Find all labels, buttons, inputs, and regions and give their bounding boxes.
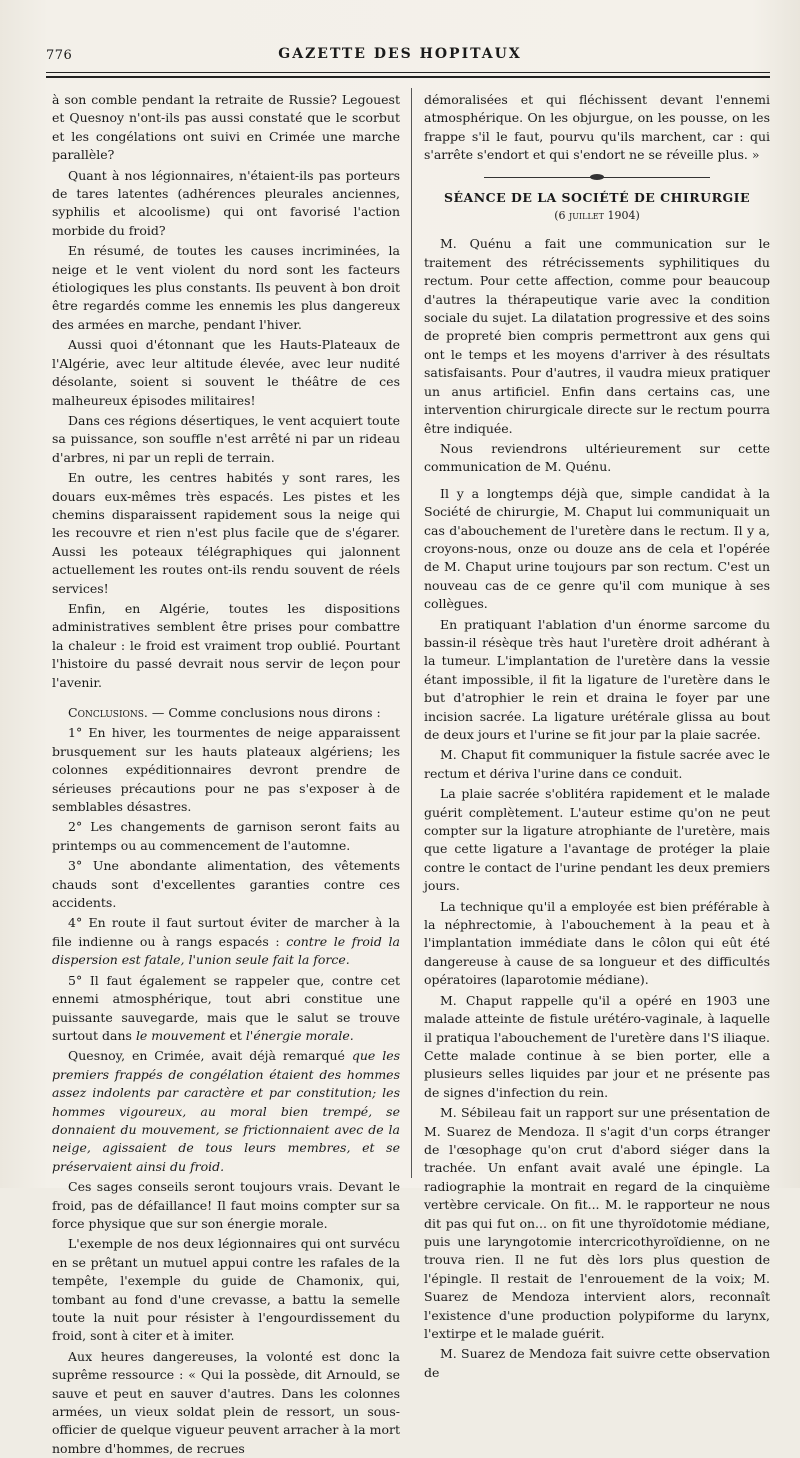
conclusion-text: 5° Il faut également se rappeler que, contre cet ennemi atmosphérique, tout abri constitue une puissante sauvegarde, mais que le salut se trouve surtout dans (52, 972, 400, 1043)
paragraph: M. Chaput rappelle qu'il a opéré en 1903 une malade atteinte de fistule urétéro-vaginale, à laquelle il pratiqua l'abouchement de l'uretère dans l'S iliaque. Cette malade continue à se bien porter, elle a plusieurs selles liquides par jour et ne présente pas de signes d'infection du rein. (424, 992, 770, 1100)
conclusion-emphasis: le mouvement (135, 1027, 226, 1043)
paragraph: En outre, les centres habités y sont rares, les douars eux-mêmes très espacés. Les pistes et les chemins disparaissent rapidement sous la neige qui les recouvre et rien n'est plus facile que de s'égarer. Aussi les poteaux télégraphiques qui jalonnent actuellement les routes ont-ils rendu souvent de réels services! (52, 470, 400, 596)
paragraph (52, 1047, 400, 1176)
paragraph: Enfin, en Algérie, toutes les dispositions administratives semblent être prises pour combattre la chaleur : le froid est vraiment trop oublié. Pourtant l'histoire du passé devrait nous servir de leçon pour l'avenir. (52, 600, 400, 690)
running-head: GAZETTE DES HOPITAUX (278, 46, 522, 62)
paragraph: M. Sébileau fait un rapport sur une présentation de M. Suarez de Mendoza. Il s'agit d'un corps étranger de l'œsophage qu'on crut d'abord siéger dans la trachée. Un enfant avait avalé une épingle. La radiographie la montrait en regard de la cinquième vertèbre cervicale. On fit... M. le rapporteur ne nous dit pas qui fut on... on fit une thyroïdotomie médiane, puis une laryngotomie intercricothyroïdienne, on ne trouva rien. Il ne fut dès lors plus question de l'épingle. Il restait de l'enrouement de la voix; M. Suarez de Mendoza intervient alors, reconnaît l'existence d'une production polypiforme du larynx, l'extirpe et le malade guérit. (424, 1105, 770, 1341)
left-column (52, 91, 400, 1458)
paragraph: démoralisées et qui fléchissent devant l'ennemi atmosphérique. On les objurgue, on les pousse, on les frappe s'il le faut, pourvu qu'ils marchent, car : qui s'arrête s'endort et qui s'endort ne se réveille plus. » (424, 92, 770, 163)
conclusions-label: Conclusions. (68, 705, 148, 720)
paragraph: à son comble pendant la retraite de Russie? Legouest et Quesnoy n'ont-ils pas aussi constaté que le scorbut et les congélations ont suivi en Crimée une marche parallèle? (52, 92, 400, 163)
ornament-divider (484, 173, 710, 183)
paragraph: Quant à nos légionnaires, n'étaient-ils pas porteurs de tares latentes (adhérences pleurales anciennes, syphilis et alcoolisme) qui ont favorisé l'action morbide du froid? (52, 167, 400, 238)
paragraph: Aux heures dangereuses, la volonté est donc la suprême ressource : « Qui la possède, dit Arnould, se sauve et peut en sauver d'autres. Dans les colonnes armées, un vieux soldat plein de ressort, un sous-officier de quelque vigueur peuvent arracher à la mort nombre d'hommes, de recrues (52, 1348, 400, 1456)
paragraph: Aussi quoi d'étonnant que les Hauts-Plateaux de l'Algérie, avec leur altitude élevée, avec leur nudité désolante, soient si souvent le théâtre de ces malheureux épisodes militaires! (52, 337, 400, 408)
conclusion-emphasis: l'énergie morale. (245, 1027, 354, 1043)
conclusion-text: 4° En route il faut surtout éviter de marcher à la file indienne ou à rangs espacés : (52, 915, 400, 949)
paragraph: M. Suarez de Mendoza fait suivre cette observation de (424, 1346, 770, 1380)
conclusions-heading (52, 704, 400, 722)
section-title: SÉANCE DE LA SOCIÉTÉ DE CHIRURGIE (443, 189, 751, 205)
paragraph: L'exemple de nos deux légionnaires qui ont survécu en se prêtant un mutuel appui contre les rafales de la tempête, l'exemple du guide de Chamonix, qui, tombant au fond d'une crevasse, a battu la semelle toute la nuit pour résister à l'engourdissement du froid, sont à citer et à imiter. (52, 1236, 400, 1344)
conclusion-item: 3° Une abondante alimentation, des vêtements chauds sont d'excellentes garanties contre ces accidents. (52, 858, 400, 911)
page-number: 776 (46, 48, 73, 63)
conclusion-item: 2° Les changements de garnison seront faits au printemps ou au commencement de l'automne. (52, 819, 400, 853)
right-column (424, 91, 770, 1382)
header-rule (46, 72, 770, 73)
paragraph: Ces sages conseils seront toujours vrais. Devant le froid, pas de défaillance! Il faut moins compter sur sa force physique que sur son énergie morale. (52, 1179, 400, 1231)
quotation: que les premiers frappés de congélation étaient des hommes assez indolents par caractère et par constitution; les hommes vigoureux, au moral bien trempé, se donnaient du mouvement, se frictionnaient avec de la neige, agissaient de tous leurs membres, et se préservaient ainsi du froid. (52, 1048, 401, 1174)
paragraph: La plaie sacrée s'oblitéra rapidement et le malade guérit complètement. L'auteur estime qu'on ne peut compter sur la ligature atrophiante de l'uretère, mais que cette ligature a l'avantage de protéger la plaie contre le contact de l'urine pendant les deux premiers jours. (424, 786, 770, 894)
conclusions-intro: — Comme conclusions nous dirons : (147, 705, 381, 720)
paragraph: La technique qu'il a employée est bien préférable à la néphrectomie, à l'abouchement à la peau et à l'implantation immédiate dans le côlon qui eût été dangereuse à cause de sa longueur et des difficultés opératoires (laparotomie médiane). (424, 898, 770, 988)
header-rule-thick (46, 76, 770, 78)
conclusion-item (52, 914, 400, 969)
paragraph: En résumé, de toutes les causes incriminées, la neige et le vent violent du nord sont les facteurs étiologiques les plus constants. Ils peuvent à bon droit être regardés comme les ennemis les plus dangereux des armées en marche, pendant l'hiver. (52, 243, 400, 332)
paragraph: En pratiquant l'ablation d'un énorme sarcome du bassin-il résèque très haut l'uretère droit adhérant à la tumeur. L'implantation de l'uretère dans la vessie étant impossible, il fit la ligature de l'uretère dans le but d'atrophier le rein et draina le foyer par une incision sacrée. La ligature urétérale glissa au bout de deux jours et l'urine se fit jour par la plaie sacrée. (424, 616, 770, 742)
conclusion-text: et (225, 1027, 246, 1043)
paragraph: M. Chaput fit communiquer la fistule sacrée avec le rectum et dériva l'urine dans ce conduit. (424, 747, 770, 781)
section-date: (6 juillet 1904) (554, 209, 640, 223)
conclusion-item (52, 972, 400, 1046)
paragraph: M. Quénu a fait une communication sur le traitement des rétrécissements syphilitiques du rectum. Pour cette affection, comme pour beaucoup d'autres la thérapeutique varie avec la condition sociale du sujet. La dilatation progressive et des soins de propreté bien compris permettront aux gens qui ont le temps et les moyens d'arriver à des résultats satisfaisants. Pour d'autres, il vaudra mieux pratiquer un anus artificiel. Enfin dans certains cas, une intervention chirurgicale directe sur le rectum pourra être indiquée. (424, 236, 770, 436)
conclusion-emphasis: contre le froid la dispersion est fatale, l'union seule fait la force. (52, 933, 400, 968)
spacer (52, 694, 400, 704)
conclusion-item: 1° En hiver, les tourmentes de neige apparaissent brusquement sur les hauts plateaux algériens; les colonnes expéditionnaires devront prendre de sérieuses précautions pour ne pas s'exposer à de semblables désastres. (52, 725, 400, 815)
paragraph: Nous reviendrons ultérieurement sur cette communication de M. Quénu. (424, 440, 770, 475)
paragraph-text: Quesnoy, en Crimée, avait déjà remarqué (68, 1048, 352, 1064)
paragraph: Il y a longtemps déjà que, simple candidat à la Société de chirurgie, M. Chaput lui communiquait un cas d'abouchement de l'uretère dans le rectum. Il y a, croyons-nous, onze ou douze ans de cela et l'opérée de M. Chaput urine toujours par son rectum. C'est un nouveau cas de ce genre qu'il com munique à ses collègues. (424, 485, 770, 612)
paragraph: Dans ces régions désertiques, le vent acquiert toute sa puissance, son souffle n'est arrêté ni par un rideau d'arbres, ni par un repli de terrain. (52, 412, 400, 465)
column-divider (411, 88, 412, 1178)
